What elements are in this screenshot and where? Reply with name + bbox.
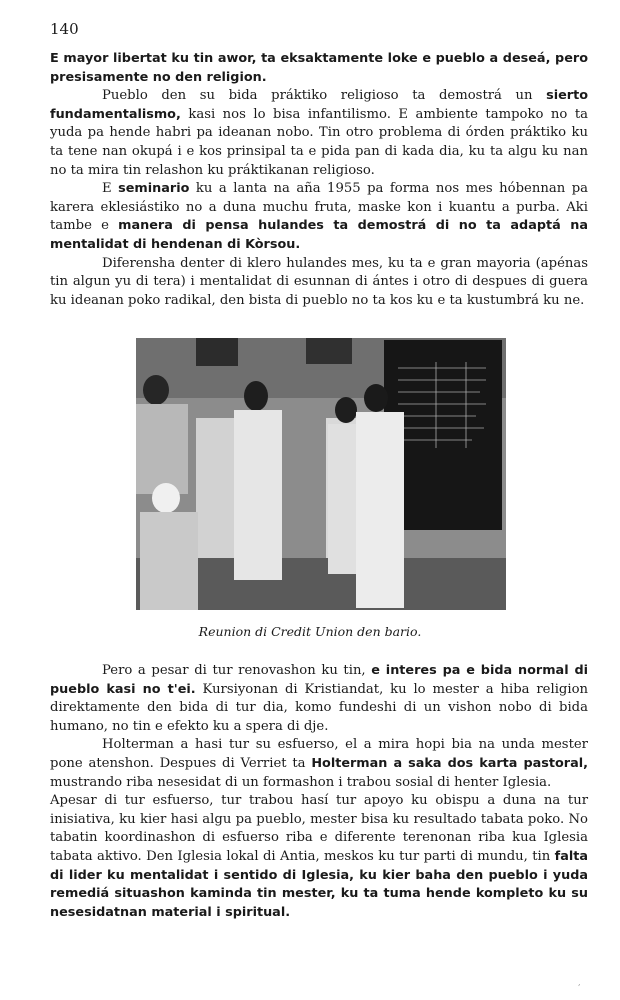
person-head [244, 381, 268, 411]
display-cabinet-left [196, 418, 236, 558]
paragraph-renovashon [50, 662, 588, 736]
person-head [152, 483, 180, 513]
paragraph-apesar [50, 792, 588, 922]
meeting-photo [136, 338, 506, 610]
text-run: E [102, 181, 119, 197]
photo-illustration [136, 338, 506, 610]
page-speck: , [578, 978, 581, 987]
person-head [335, 397, 357, 423]
person-body [234, 410, 282, 580]
text-run: Holterman a hasi tur su esfuerso, el a mira hopi bia na unda mester pone atenshon. Despues di Verriet ta [50, 737, 588, 771]
text-run: kasi nos lo bisa infantilismo. E ambiente tampoko no ta yuda pa hende habri pa ideanan nobo. Tin otro problema di órden práktiko ku ta tene nan okupá i e kos prinsipal ta e pida pan di kada dia, ku ta algu ku nan no ta mira tin relashon ku práktikanan religioso. [50, 106, 588, 178]
text-run: ku a lanta na aña 1955 pa forma nos mes hóbennan pa karera eklesiástiko no a duna muchu fruta, maske kon i kuantu a purba. Aki tambe e [50, 181, 589, 234]
bold-text: seminario [118, 181, 190, 197]
bold-text: falta di lider ku mentalidat i sentido di Iglesia, ku kier baha den pueblo i yuda remediá situashon kaminda tin mester, ku ta tuma hende kompleto ku su nesesidatnan material i spiritual. [50, 848, 588, 920]
page-number: 140 [50, 20, 79, 38]
wall-picture-left [196, 338, 238, 366]
text-run: Apesar di tur esfuerso, tur trabou hasí tur apoyo ku obispu a duna na tur inisiativa, ku kier hasi algu pa pueblo, mester bisa ku resultado tabata poko. No tabatin koordinashon di esfuerso riba e diferente terenonan riba kua Iglesia tabata aktivo. Den Iglesia lokal di Antia, meskos ku tur parti di mundu, tin [50, 793, 588, 864]
text-run: Kursiyonan di Kristiandat, ku lo mester a hiba religion direktamente den bida di tur dia, komo fundeshi di un vishon nobo di bida humano, no tin e efekto ku a spera di dje. [50, 681, 589, 734]
bold-text: sierto fundamentalismo, [50, 88, 588, 122]
person-head [364, 384, 388, 412]
paragraph-intro [50, 50, 588, 87]
paragraph-seminario [50, 180, 588, 254]
photo-caption: Reunion di Credit Union den bario. [198, 624, 422, 639]
paragraph-fundamentalism [50, 87, 588, 180]
wall-picture-center [306, 338, 352, 364]
paragraph-diferensha [50, 255, 588, 311]
text-run: mustrando riba nesesidat di un formashon i trabou sosial di henter Iglesia. [50, 774, 552, 790]
text-run: Pueblo den su bida práktiko religioso ta demostrá un [102, 88, 547, 104]
text-run: Diferensha denter di klero hulandes mes, ku ta e gran mayoria (apénas tin algun yu di tera) i mentalidat di esunnan di ántes i otro di despues di guera ku ideanan poko radikal, den bista di pueblo no ta kos ku e ta kustumbrá ku ne. [50, 255, 588, 308]
bold-text: Holterman a saka dos karta pastoral, [311, 755, 588, 771]
bottom-text-block [50, 662, 588, 922]
text-run: Pero a pesar di tur renovashon ku tin, [102, 663, 372, 678]
top-text-block [50, 50, 588, 310]
person-head [143, 375, 169, 405]
bold-text: manera di pensa hulandes ta demostrá di no ta adaptá na mentalidat di hendenan di Kòrsou. [50, 218, 588, 252]
person-body [356, 412, 404, 608]
bold-text: E mayor libertat ku tin awor, ta eksaktamente loke e pueblo a deseá, pero presisamente no den religion. [50, 51, 588, 85]
person-body [136, 404, 188, 494]
bold-text: e interes pa e bida normal di pueblo kasi no t'ei. [50, 663, 588, 697]
paragraph-holterman [50, 736, 588, 792]
person-body [140, 512, 198, 610]
